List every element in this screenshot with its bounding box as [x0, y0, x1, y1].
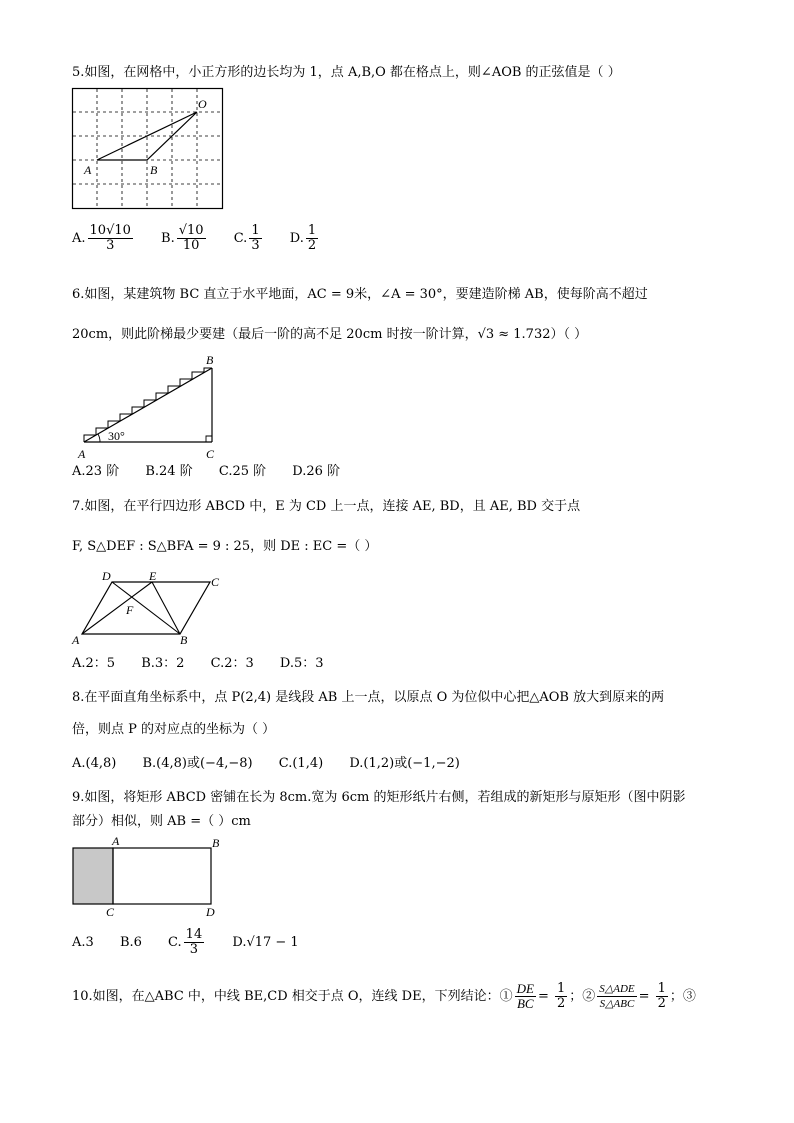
- q6-option-b[interactable]: B.24 阶: [145, 464, 193, 479]
- q8-options: [72, 755, 482, 773]
- q10-f2-den: S△ABC: [599, 998, 635, 1010]
- q10-fraction-de-bc: [515, 982, 536, 1011]
- q9-option-d[interactable]: D.√17 − 1: [232, 935, 299, 950]
- q8-stem-line2: 倍，则点 P 的对应点的坐标为（ ）: [72, 722, 276, 737]
- q5-option-b-frac: [177, 224, 206, 253]
- q6-angle-label: 30°: [108, 429, 125, 443]
- q7-option-a[interactable]: A.2：5: [72, 656, 116, 671]
- q10-half1-den: 2: [556, 996, 566, 1011]
- q5-label-o: O: [198, 97, 207, 111]
- q10-fraction-area: [597, 982, 636, 1011]
- q6-stem-line1: 6.如图，某建筑物 BC 直立于水平地面，AC = 9米，∠A = 30°，要建造阶梯 AB，使每阶高不超过: [72, 287, 648, 302]
- q5-label-a: A: [84, 163, 92, 177]
- q7-label-b: B: [180, 633, 188, 647]
- q5-option-c-num: 1: [251, 223, 260, 238]
- q5-option-a-frac: [88, 224, 133, 253]
- q9-rectangle-figure: [72, 834, 232, 920]
- q9-option-b[interactable]: B.6: [119, 935, 142, 950]
- q5-option-a-num: 10√10: [89, 223, 131, 238]
- q7-option-b[interactable]: B.3：2: [141, 656, 185, 671]
- q9-option-c-frac: [184, 928, 205, 957]
- q10-fraction-half-1: [555, 982, 567, 1011]
- q6-stem-line2: 20cm，则此阶梯最少要建（最后一阶的高不足 20cm 时按一阶计算，√3 ≈ 1.732）（ ）: [72, 327, 588, 342]
- q10-fraction-half-2: [656, 982, 668, 1011]
- q7-label-d: D: [102, 569, 111, 583]
- q9-option-c-prefix: C.: [168, 935, 182, 950]
- q10-sep2: ；③: [669, 989, 696, 1004]
- q7-stem-line2: F, S△DEF : S△BFA = 9 : 25，则 DE : EC =（ ）: [72, 539, 378, 554]
- q8-option-b[interactable]: B.(4,8)或(−4,−8): [142, 756, 253, 771]
- q9-label-b: B: [212, 836, 220, 850]
- q5-option-d-num: 1: [307, 223, 317, 238]
- q7-label-f: F: [126, 603, 134, 617]
- q5-grid-figure: [72, 88, 224, 210]
- q9-options: [72, 928, 321, 957]
- q5-option-c-prefix: C.: [233, 231, 248, 246]
- q5-option-c-den: 3: [251, 238, 260, 253]
- q10-f1-num: DE: [516, 981, 534, 996]
- q9-label-d: D: [206, 905, 215, 919]
- q7-option-c[interactable]: C.2：3: [210, 656, 254, 671]
- q7-label-a: A: [72, 633, 80, 647]
- q10-stem: [72, 982, 696, 1011]
- q5-option-b[interactable]: [161, 224, 208, 253]
- q6-label-a: A: [78, 447, 86, 461]
- q6-label-c: C: [206, 447, 215, 461]
- q5-option-d-prefix: D.: [289, 231, 304, 246]
- q9-option-c[interactable]: [168, 928, 206, 957]
- q7-parallelogram-figure: [72, 570, 232, 650]
- q9-stem-line2: 部分）相似，则 AB =（ ）cm: [72, 814, 251, 829]
- q10-eq1: =: [537, 989, 553, 1004]
- q6-option-d[interactable]: D.26 阶: [292, 464, 341, 479]
- q5-option-a-prefix: A.: [72, 231, 86, 246]
- q10-half2-den: 2: [657, 996, 666, 1011]
- q5-label-b: B: [150, 163, 158, 177]
- q7-label-c: C: [211, 575, 220, 589]
- q7-stem-line1: 7.如图，在平行四边形 ABCD 中，E 为 CD 上一点，连接 AE, BD，且 AE, BD 交于点: [72, 499, 581, 514]
- q9-stem-line1: 9.如图，将矩形 ABCD 密铺在长为 8cm.宽为 6cm 的矩形纸片右侧，若组成的新矩形与原矩形（图中阴影: [72, 790, 686, 805]
- q5-option-a-den: 3: [106, 238, 115, 253]
- q5-option-b-num: √10: [178, 223, 204, 238]
- q9-option-a[interactable]: A.3: [72, 935, 94, 950]
- q8-option-c[interactable]: C.(1,4): [278, 756, 324, 771]
- q6-options: [72, 463, 362, 481]
- q5-option-d-frac: [306, 224, 318, 253]
- q10-f1-den: BC: [516, 996, 534, 1011]
- q6-option-c[interactable]: C.25 阶: [218, 464, 267, 479]
- q7-label-e: E: [149, 569, 157, 583]
- q10-eq2: =: [638, 989, 654, 1004]
- q9-option-c-den: 3: [189, 942, 199, 957]
- q8-option-a[interactable]: A.(4,8): [72, 756, 117, 771]
- q6-staircase-figure: [72, 352, 232, 462]
- q5-option-a[interactable]: [72, 224, 135, 253]
- q5-option-b-den: 10: [182, 238, 200, 253]
- q6-label-b: B: [206, 353, 214, 367]
- q8-stem-line1: 8.在平面直角坐标系中，点 P(2,4) 是线段 AB 上一点，以原点 O 为位似中心把△AOB 放大到原来的两: [72, 690, 665, 705]
- q10-sep1: ；②: [569, 989, 596, 1004]
- q10-stem-start: 10.如图，在△ABC 中，中线 BE,CD 相交于点 O，连线 DE，下列结论：①: [72, 989, 513, 1004]
- q8-option-d[interactable]: D.(1,2)或(−1,−2): [349, 756, 460, 771]
- q5-option-c[interactable]: [234, 224, 264, 253]
- q5-option-d[interactable]: [290, 224, 320, 253]
- q9-option-c-num: 14: [185, 927, 203, 942]
- q10-half2-num: 1: [657, 981, 666, 996]
- q5-stem: 5.如图，在网格中，小正方形的边长均为 1，点 A,B,O 都在格点上，则∠AOB 的正弦值是（ ）: [72, 65, 621, 80]
- q7-options: [72, 655, 346, 673]
- q7-option-d[interactable]: D.5：3: [279, 656, 324, 671]
- q5-option-c-frac: [249, 224, 261, 253]
- q9-label-c: C: [106, 905, 115, 919]
- q6-option-a[interactable]: A.23 阶: [72, 464, 120, 479]
- q5-option-d-den: 2: [307, 238, 317, 253]
- q9-label-a: A: [112, 834, 120, 848]
- q5-option-b-prefix: B.: [161, 231, 175, 246]
- q10-f2-num: S△ADE: [599, 983, 635, 995]
- q5-options: [72, 224, 342, 253]
- q10-half1-num: 1: [556, 981, 566, 996]
